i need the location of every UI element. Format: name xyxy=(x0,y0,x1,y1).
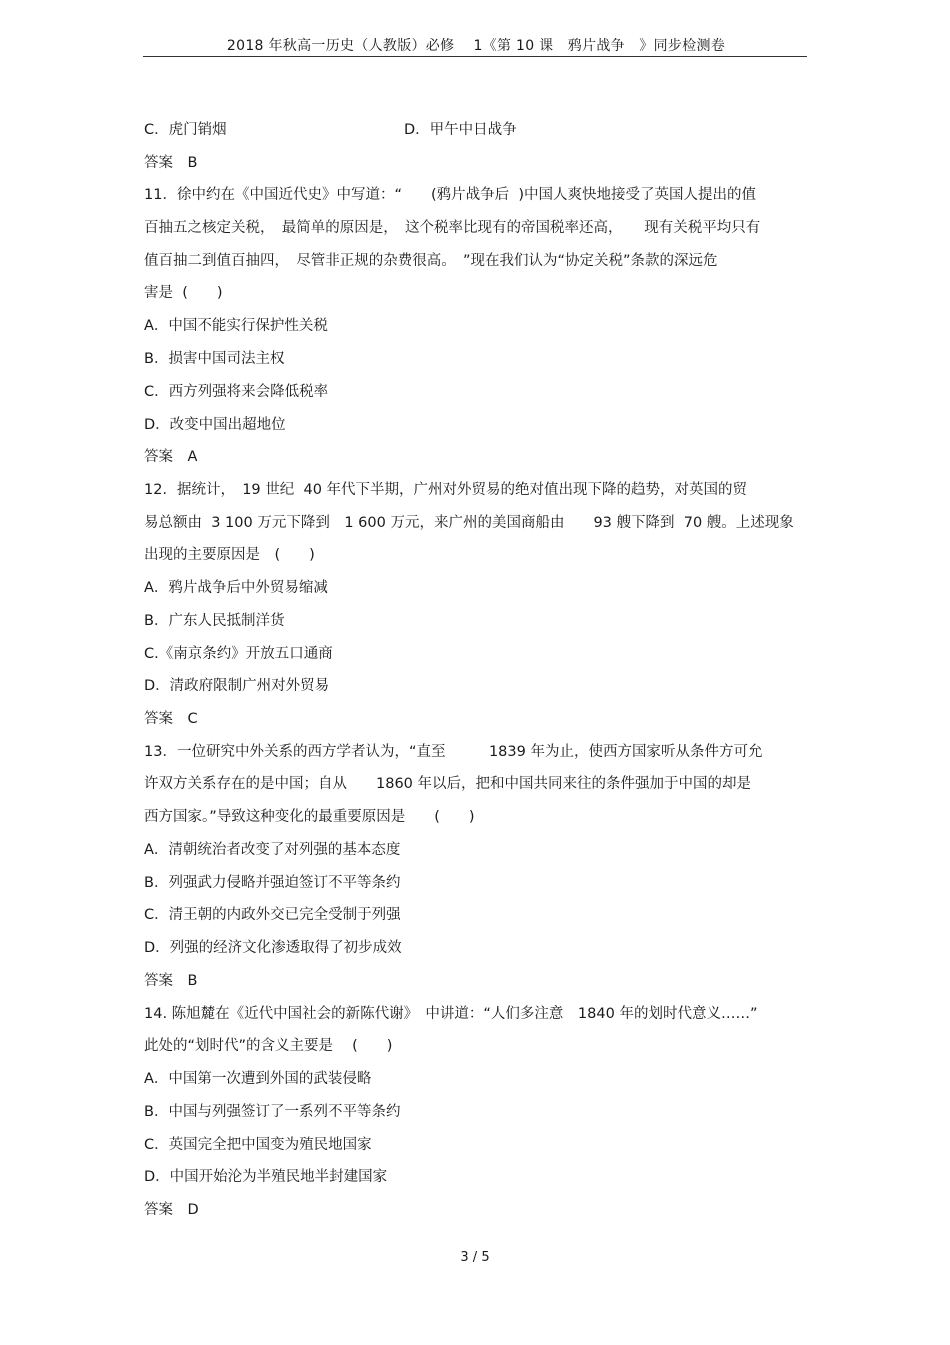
question-stem-line: 值百抽二到值百抽四， 尽管非正规的杂费很高。 ”现在我们认为“协定关税”条款的深远危 xyxy=(144,252,718,269)
question-stem-line: 西方国家。”导致这种变化的最重要原因是 ( ) xyxy=(144,809,475,826)
question-stem-line: 12．据统计， 19 世纪 40 年代下半期，广州对外贸易的绝对值出现下降的趋势，对英国的贸 xyxy=(144,481,748,498)
document-body xyxy=(144,117,806,1230)
option-c: C．清王朝的内政外交已完全受制于列强 xyxy=(144,907,401,924)
option-d: D．甲午中日战争 xyxy=(404,122,517,138)
answer-line: 答案 D xyxy=(144,1201,199,1218)
option-c: C．英国完全把中国变为殖民地国家 xyxy=(144,1136,372,1153)
option-b: B．中国与列强签订了一系列不平等条约 xyxy=(144,1103,401,1120)
question-stem-line: 害是 ( ) xyxy=(144,285,223,302)
page-number: 3 / 5 xyxy=(460,1250,490,1265)
option-b: B．列强武力侵略并强迫签订不平等条约 xyxy=(144,874,401,891)
option-a: A．鸦片战争后中外贸易缩减 xyxy=(144,580,328,597)
question-stem-line: 此处的“划时代”的含义主要是 ( ) xyxy=(144,1038,393,1055)
question-stem-line: 易总额由 3 100 万元下降到 1 600 万元，来广州的美国商船由 93 艘下降到 70 艘。上述现象 xyxy=(144,514,794,531)
answer-line: 答案 C xyxy=(144,711,198,727)
answer-line: 答案 A xyxy=(144,449,198,466)
option-d: D．中国开始沦为半殖民地半封建国家 xyxy=(144,1169,388,1186)
option-a: A．中国第一次遭到外国的武装侵略 xyxy=(144,1071,372,1088)
answer-line: 答案 B xyxy=(144,972,198,989)
question-stem-line: 许双方关系存在的是中国；自从 1860 年以后，把和中国共同来往的条件强加于中国的却是 xyxy=(144,776,752,793)
question-11 xyxy=(144,182,806,477)
option-d: D．改变中国出超地位 xyxy=(144,416,286,433)
question-stem-line: 11．徐中约在《中国近代史》中写道：“ (鸦片战争后 )中国人爽快地接受了英国人提出的值 xyxy=(144,187,756,204)
option-b: B．广东人民抵制洋货 xyxy=(144,612,285,629)
question-stem-line: 出现的主要原因是 ( ) xyxy=(144,547,315,564)
header-rule xyxy=(143,56,807,57)
option-d: D．列强的经济文化渗透取得了初步成效 xyxy=(144,940,402,957)
option-c: C．虎门销烟 xyxy=(144,122,227,138)
option-c: C．西方列强将来会降低税率 xyxy=(144,383,329,400)
question-14 xyxy=(144,1001,806,1230)
question-stem-line: 13．一位研究中外关系的西方学者认为，“直至 1839 年为止，使西方国家听从条件方可允 xyxy=(144,743,763,760)
question-stem-line: 百抽五之核定关税， 最简单的原因是， 这个税率比现有的帝国税率还高， 现有关税平均只有 xyxy=(144,220,761,237)
option-a: A．清朝统治者改变了对列强的基本态度 xyxy=(144,842,401,859)
option-a: A．中国不能实行保护性关税 xyxy=(144,318,328,335)
option-c: C.《南京条约》开放五口通商 xyxy=(144,645,333,662)
page-header: 2018 年秋高一历史（人教版）必修 1《第 10 课 鸦片战争 》同步检测卷 xyxy=(226,38,726,54)
question-13 xyxy=(144,739,806,1001)
option-row-carryover xyxy=(144,117,806,150)
option-d: D．清政府限制广州对外贸易 xyxy=(144,678,330,695)
option-b: B．损害中国司法主权 xyxy=(144,351,285,368)
answer-line: 答案 B xyxy=(144,154,198,171)
question-12 xyxy=(144,477,806,739)
question-stem-line: 14. 陈旭麓在《近代中国社会的新陈代谢》 中讲道：“人们多注意 1840 年的划时代意义……” xyxy=(144,1005,758,1022)
